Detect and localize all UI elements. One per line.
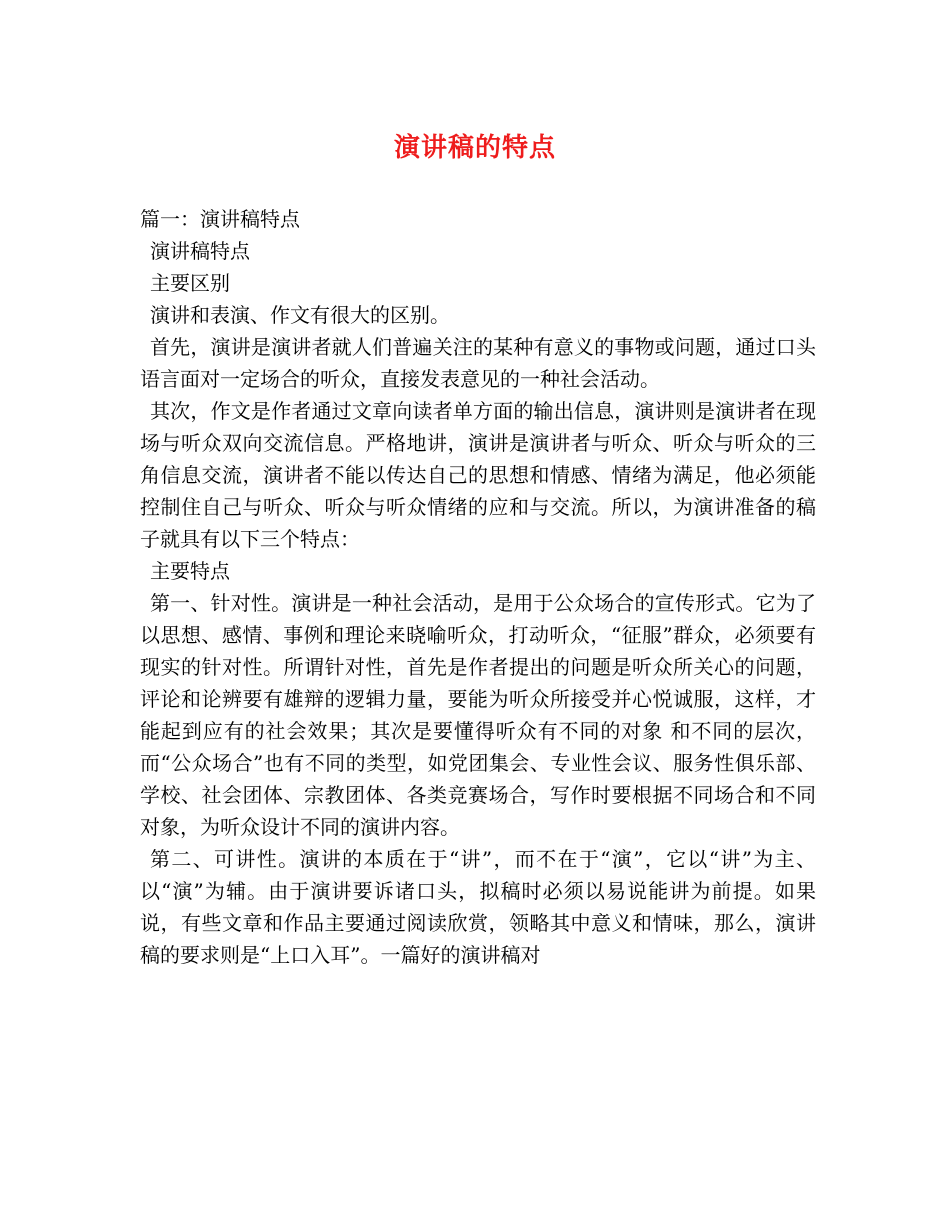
subheading: 演讲稿特点 <box>150 239 250 263</box>
subheading: 主要区别 <box>150 271 230 295</box>
paragraph: 第二、可讲性。演讲的本质在于“讲”，而不在于“演”，它以“讲”为主、以“演”为辅。由于演讲要诉诸口头，拟稿时必须以易说能讲为前提。如果说，有些文章和作品主要通过阅读欣赏，领略其中意义和情味，那么，演讲稿的要求则是“上口入耳”。一篇好的演讲稿对 <box>140 847 816 967</box>
subheading: 主要特点 <box>150 559 230 583</box>
body-line: 演讲和表演、作文有很大的区别。 <box>150 303 450 327</box>
paragraph: 首先，演讲是演讲者就人们普遍关注的某种有意义的事物或问题，通过口头语言面对一定场合的听众，直接发表意见的一种社会活动。 <box>140 335 816 391</box>
paragraph: 其次，作文是作者通过文章向读者单方面的输出信息，演讲则是演讲者在现场与听众双向交流信息。严格地讲，演讲是演讲者与听众、听众与听众的三角信息交流，演讲者不能以传达自己的思想和情感、情绪为满足，他必须能控制住自己与听众、听众与听众情绪的应和与交流。所以，为演讲准备的稿子就具有以下三个特点： <box>140 399 816 551</box>
document-body <box>140 203 816 971</box>
document-title: 演讲稿的特点 <box>393 133 556 163</box>
paragraph: 第一、针对性。演讲是一种社会活动，是用于公众场合的宣传形式。它为了以思想、感情、事例和理论来晓喻听众，打动听众，“征服”群众，必须要有现实的针对性。所谓针对性，首先是作者提出的问题是听众所关心的问题，评论和论辨要有雄辩的逻辑力量，要能为听众所接受并心悦诚服，这样，才能起到应有的社会效果；其次是要懂得听众有不同的对象 和不同的层次，而“公众场合”也有不同的类型，如党团集会、专业性会议、服务性俱乐部、 学校、社会团体、宗教团体、各类竞赛场合，写作时要根据不同场合和不同对象，为听众设计不同的演讲内容。 <box>140 591 816 839</box>
section-heading: 篇一：演讲稿特点 <box>140 207 300 231</box>
